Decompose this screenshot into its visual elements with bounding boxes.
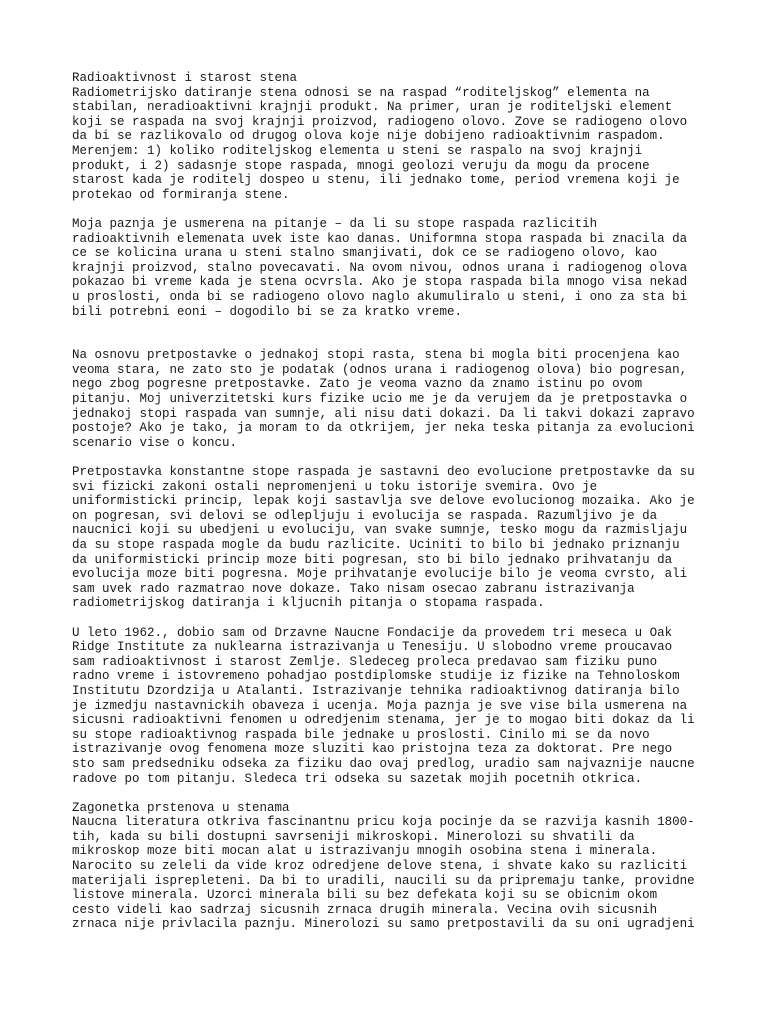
paragraph-line: radove po tom pitanju. Sledeca tri odseka su sazetak mojih pocetnih otkrica. [72,771,643,786]
paragraph-line: sam radioaktivnost i starost Zemlje. Sledeceg proleca predavao sam fiziku puno [72,654,658,669]
paragraph-line: tih, kada su bili dostupni savrseniji mikroskopi. Minerolozi su shvatili da [72,829,635,844]
paragraph-spacer [72,611,712,626]
section-heading: Zagonetka prstenova u stenama [72,800,290,815]
paragraph-line: Institutu Dzordzija u Atalanti. Istrazivanje tehnika radioaktivnog datiranja bilo [72,683,680,698]
paragraph-spacer [72,786,712,801]
paragraph-line: da uniformisticki princip moze biti pogresan, sto bi bilo jednako prihvatanju da [72,552,673,567]
paragraph-line: nego zbog pogresne pretpostavke. Zato je veoma vazno da znamo istinu po ovom [72,377,643,392]
paragraph-line: cesto videli kao sadrzaj sicusnih zrnaca drugih minerala. Vecina ovih sicusnih [72,902,658,917]
paragraph-line: bili potrebni eoni – dogodilo bi se za kratko vreme. [72,304,463,319]
paragraph-line: protekao od formiranja stene. [72,187,290,202]
paragraph-line: zrnaca nije privlacila paznju. Minerolozi su samo pretpostavili da su oni ugradjeni [72,917,695,932]
paragraph-decay-rates [72,217,712,319]
section-heading: Radioaktivnost i starost stena [72,71,298,85]
paragraph-line: uniformisticki princip, lepak koji sastavlja sve delove evolucionog mozaika. Ako je [72,494,695,509]
paragraph-line: Naucna literatura otkriva fascinantnu pricu koja pocinje da se razvija kasnih 1800- [72,815,695,830]
paragraph-line: u proslosti, onda bi se radiogeno olovo naglo akumuliralo u steni, i ono za sta bi [72,289,688,304]
paragraph-line: evolucija moze biti pogresna. Moje prihvatanje evolucije bilo je veoma cvrsto, ali [72,567,688,582]
paragraph-line: listove minerala. Uzorci minerala bili su bez defekata koji su se obicnim okom [72,888,658,903]
paragraph-line: postoje? Ako je tako, ja moram to da otkrijem, jer neka teska pitanja za evolucioni [72,421,695,436]
paragraph-line: je izmedju nastavnickih obaveza i ucenja. Moja paznja je sve vise bila usmerena na [72,698,688,713]
paragraph-assumption [72,348,712,450]
paragraph-line: sam uvek rado razmatrao nove dokaze. Tako nisam osecao zabranu istrazivanja [72,581,635,596]
paragraph-line: jednakoj stopi raspada van sumnje, ali nisu dati dokazi. Da li takvi dokazi zapravo [72,406,695,421]
paragraph-line: Narocito su zeleli da vide kroz odredjene delove stena, i shvate kako su razliciti [72,859,688,874]
paragraph-line: Radiometrijsko datiranje stena odnosi se na raspad “roditeljskog” elementa na [72,85,650,100]
paragraph-line: Pretpostavka konstantne stope raspada je sastavni deo evolucione pretpostavke da su [72,465,695,480]
paragraph-line: radioaktivnih elemenata uvek iste kao danas. Uniformna stopa raspada bi znacila da [72,231,688,246]
paragraph-line: Moja paznja je usmerena na pitanje – da li su stope raspada razlicitih [72,216,598,231]
paragraph-line: on pogresan, svi delovi se odlepljuju i evolucija se raspada. Razumljivo je da [72,508,658,523]
paragraph-line: ce se kolicina urana u steni stalno smanjivati, dok ce se radiogeno olovo, kao [72,246,658,261]
paragraph-line: svi fizicki zakoni ostali nepromenjeni u toku istorije svemira. Ovo je [72,479,598,494]
paragraph-line: istrazivanje ovog fenomena moze sluziti kao pristojna teza za doktorat. Pre nego [72,742,673,757]
paragraph-line: produkt, i 2) sadasnje stope raspada, mnogi geolozi veruju da mogu da procene [72,158,650,173]
paragraph-line: da su stope raspada mogle da budu razlicite. Uciniti to bilo bi jednako priznanju [72,538,680,552]
paragraph-uniformitarian [72,465,712,611]
paragraph-line: naucnici koji su ubedjeni u evoluciju, van svake sumnje, tesko mogu da razmisljaju [72,523,688,538]
paragraph-line: radno vreme i istovremeno pohadjao postdiplomske studije iz fizike na Tehnoloskom [72,669,680,684]
paragraph-line: stabilan, neradioaktivni krajnji produkt. Na primer, uran je roditeljski element [72,100,673,115]
paragraph-line: scenario vise o koncu. [72,435,238,450]
paragraph-line: koji se raspada na svoj krajnji proizvod, radiogeno olovo. Zove se radiogeno olovo [72,114,688,129]
paragraph-oak-ridge [72,626,712,787]
paragraph-line: su stope radioaktivnog raspada bile jednake u proslosti. Cinilo mi se da novo [72,727,650,742]
paragraph-line: krajnji proizvod, stalno povecavati. Na ovom nivou, odnos urana i radiogenog olova [72,260,688,275]
paragraph-line: da bi se razlikovalo od drugog olova koje nije dobijeno radioaktivnim raspadom. [72,129,665,144]
paragraph-spacer [72,450,712,465]
paragraph-line: pitanju. Moj univerzitetski kurs fizike ucio me je da verujem da je pretpostavka o [72,392,688,407]
paragraph-line: radiometrijskog datiranja i kljucnih pitanja o stopama raspada. [72,596,545,611]
document-page [72,71,712,932]
paragraph-line: Ridge Institute za nuklearna istrazivanja u Tenesiju. U slobodno vreme proucavao [72,640,673,655]
paragraph-line: starost kada je roditelj dospeo u stenu, ili jednako tome, period vremena koji je [72,173,680,188]
paragraph-line: veoma stara, ne zato sto je podatak (odnos urana i radiogenog olova) bio pogresan, [72,362,688,377]
paragraph-line: materijali isprepleteni. Da bi to uradili, naucili su da pripremaju tanke, providne [72,873,695,888]
paragraph-spacer [72,319,712,348]
paragraph-line: Na osnovu pretpostavke o jednakoj stopi rasta, stena bi mogla biti procenjena kao [72,348,680,363]
paragraph-line: sicusni radioaktivni fenomen u odredjenim stenama, jer je to mogao biti dokaz da li [72,713,695,728]
paragraph-line: Merenjem: 1) koliko roditeljskog elementa u steni se raspalo na svoj krajnji [72,143,643,158]
paragraph-line: U leto 1962., dobio sam od Drzavne Naucne Fondacije da provedem tri meseca u Oak [72,625,673,640]
section-rings-in-rocks [72,801,712,932]
paragraph-line: pokazao bi vreme kada je stena ocvrsla. Ako je stopa raspada bila mnogo visa nekad [72,275,688,290]
paragraph-spacer [72,202,712,217]
section-radioactivity [72,71,712,202]
paragraph-line: sto sam predsedniku odseka za fiziku dao ovaj predlog, uradio sam najvaznije naucne [72,756,695,771]
paragraph-line: mikroskop moze biti mocan alat u istrazivanju mnogih osobina stena i minerala. [72,844,658,859]
